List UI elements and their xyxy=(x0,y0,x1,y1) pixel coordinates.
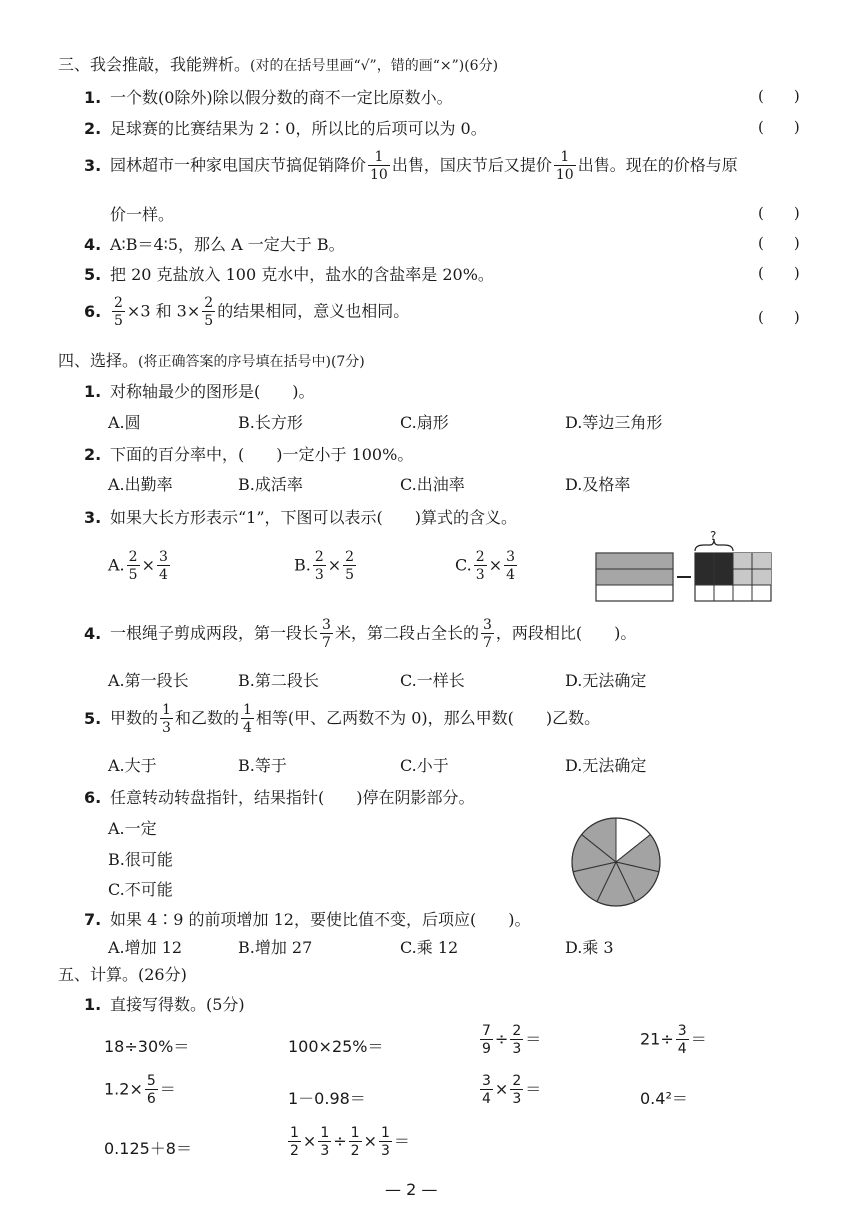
option-a[interactable]: A.大于 xyxy=(108,756,157,775)
answer-paren-s3-3[interactable]: ( ) xyxy=(758,204,800,222)
s4-question-2: 2. 下面的百分率中，( )一定小于 100%。 xyxy=(84,445,414,464)
question-mark: ? xyxy=(710,530,717,543)
calc-item: 1－0.98＝ xyxy=(288,1089,366,1108)
item-text: 出售。现在的价格与原 xyxy=(577,155,738,175)
s4-question-1: 1. 对称轴最少的图形是( )。 xyxy=(84,382,315,401)
option-d[interactable]: D.乘 3 xyxy=(565,938,614,957)
option-c[interactable]: C.乘 12 xyxy=(400,938,459,957)
calc-item: 18÷30%＝ xyxy=(104,1037,190,1056)
option-b[interactable]: B. $\frac{2}{3}$ × $\frac{2}{5}$ xyxy=(294,549,355,583)
calc-item: 0.4²＝ xyxy=(640,1089,688,1108)
option-b[interactable]: B.成活率 xyxy=(238,475,303,494)
option-a[interactable]: A.增加 12 xyxy=(108,938,183,957)
option-d[interactable]: D.无法确定 xyxy=(565,756,647,775)
calc-item: $\frac{1}{2}$ × $\frac{1}{3}$ ÷ $\frac{1}{2}$ × $\frac{1}{3}$ ＝ xyxy=(290,1125,410,1159)
item-number: 6. xyxy=(84,301,102,321)
item-number: 1. xyxy=(84,88,102,107)
item-text: 园林超市一种家电国庆节搞促销降价 xyxy=(110,155,367,175)
answer-paren-s3-4[interactable]: ( ) xyxy=(758,234,800,252)
option-c[interactable]: C.小于 xyxy=(400,756,449,775)
item-number: 5. xyxy=(84,265,102,284)
option-c[interactable]: C.不可能 xyxy=(108,880,173,899)
item-text: 把 20 克盐放入 100 克水中，盐水的含盐率是 20%。 xyxy=(110,265,494,284)
s4-question-6: 6. 任意转动转盘指针，结果指针( )停在阴影部分。 xyxy=(84,788,475,807)
item-text: 出售，国庆节后又提价 xyxy=(391,155,552,175)
shaded-row xyxy=(596,569,673,585)
option-b[interactable]: B.等于 xyxy=(238,756,287,775)
option-a[interactable]: A.一定 xyxy=(108,819,157,838)
s5-question-1: 1. 直接写得数。(5分) xyxy=(84,995,245,1014)
option-c[interactable]: C.出油率 xyxy=(400,475,465,494)
rectangle-fraction-figure xyxy=(594,530,774,606)
page-number: — 2 — xyxy=(385,1180,438,1199)
s3-item-4 xyxy=(84,232,345,255)
section-3-heading xyxy=(58,52,498,75)
right-grid xyxy=(695,553,771,601)
item-number: 2. xyxy=(84,119,102,138)
item-text: 足球赛的比赛结果为 2∶0，所以比的后项可以为 0。 xyxy=(110,119,487,138)
shaded-row xyxy=(596,553,673,569)
s3-item-5 xyxy=(84,262,494,285)
section-3-title: 三、我会推敲，我能辨析。 xyxy=(58,55,251,74)
s3-item-6: 6. $\frac{2}{5}$ ×3 和 3× $\frac{2}{5}$ 的结果相同，意义也相同。 xyxy=(84,295,410,329)
item-text: 一个数(0除外)除以假分数的商不一定比原数小。 xyxy=(110,88,453,107)
answer-paren-s3-1[interactable]: ( ) xyxy=(758,87,800,105)
option-b[interactable]: B.长方形 xyxy=(238,413,303,432)
option-c[interactable]: C. $\frac{2}{3}$ × $\frac{3}{4}$ xyxy=(455,549,516,583)
option-a[interactable]: A.圆 xyxy=(108,413,141,432)
item-number: 4. xyxy=(84,235,102,254)
option-a[interactable]: A.第一段长 xyxy=(108,671,189,690)
s3-item-3 xyxy=(84,150,738,182)
s3-item-3-cont: 价一样。 xyxy=(110,205,175,224)
calc-item: 1.2× $\frac{5}{6}$ ＝ xyxy=(104,1073,176,1107)
option-a[interactable]: A.出勤率 xyxy=(108,475,173,494)
s3-item-1 xyxy=(84,85,453,108)
calc-item: $\frac{7}{9}$ ÷ $\frac{2}{3}$ ＝ xyxy=(482,1023,542,1057)
fraction: $\frac{1}{10}$ xyxy=(370,149,388,183)
section-4-note: (将正确答案的序号填在括号中)(7分) xyxy=(138,354,365,370)
calc-item: 0.125＋8＝ xyxy=(104,1139,192,1158)
option-a[interactable]: A. $\frac{2}{5}$ × $\frac{3}{4}$ xyxy=(108,549,168,583)
calc-item: $\frac{3}{4}$ × $\frac{2}{3}$ ＝ xyxy=(482,1073,542,1107)
s4-question-4: 4. 一根绳子剪成两段，第一段长 $\frac{3}{7}$ 米，第二段占全长的 $\frac{3}{7}$ ，两段相比( )。 xyxy=(84,617,637,651)
option-d[interactable]: D.及格率 xyxy=(565,475,631,494)
answer-paren-s3-2[interactable]: ( ) xyxy=(758,118,800,136)
calc-item: 21÷ $\frac{3}{4}$ ＝ xyxy=(640,1023,707,1057)
fraction: $\frac{1}{10}$ xyxy=(555,149,574,183)
calc-item: 100×25%＝ xyxy=(288,1037,384,1056)
section-5-title: 五、计算。(26分) xyxy=(58,965,187,984)
fraction: $\frac{2}{5}$ xyxy=(114,295,123,329)
answer-paren-s3-6[interactable]: ( ) xyxy=(758,308,800,326)
s4-question-7: 7. 如果 4∶9 的前项增加 12，要使比值不变，后项应( )。 xyxy=(84,910,531,929)
spinner-wheel xyxy=(570,816,662,908)
item-text: A∶B＝4∶5，那么 A 一定大于 B。 xyxy=(110,235,345,254)
option-b[interactable]: B.第二段长 xyxy=(238,671,319,690)
section-3-note: (对的在括号里画“√”，错的画“×”)(6分) xyxy=(250,58,499,74)
option-d[interactable]: D.等边三角形 xyxy=(565,413,663,432)
s3-item-2 xyxy=(84,116,487,139)
option-d[interactable]: D.无法确定 xyxy=(565,671,647,690)
section-4-heading xyxy=(58,348,365,371)
section-4-title: 四、选择。 xyxy=(58,351,139,370)
option-c[interactable]: C.一样长 xyxy=(400,671,465,690)
s4-question-3: 3. 如果大长方形表示“1”，下图可以表示( )算式的含义。 xyxy=(84,508,518,527)
option-b[interactable]: B.很可能 xyxy=(108,850,173,869)
fraction: $\frac{2}{5}$ xyxy=(204,295,214,329)
item-number: 3. xyxy=(84,155,102,175)
answer-paren-s3-5[interactable]: ( ) xyxy=(758,264,800,282)
option-c[interactable]: C.扇形 xyxy=(400,413,449,432)
option-b[interactable]: B.增加 27 xyxy=(238,938,313,957)
s4-question-5: 5. 甲数的 $\frac{1}{3}$ 和乙数的 $\frac{1}{4}$ 相等(甲、乙两数不为 0)，那么甲数( )乙数。 xyxy=(84,702,601,736)
